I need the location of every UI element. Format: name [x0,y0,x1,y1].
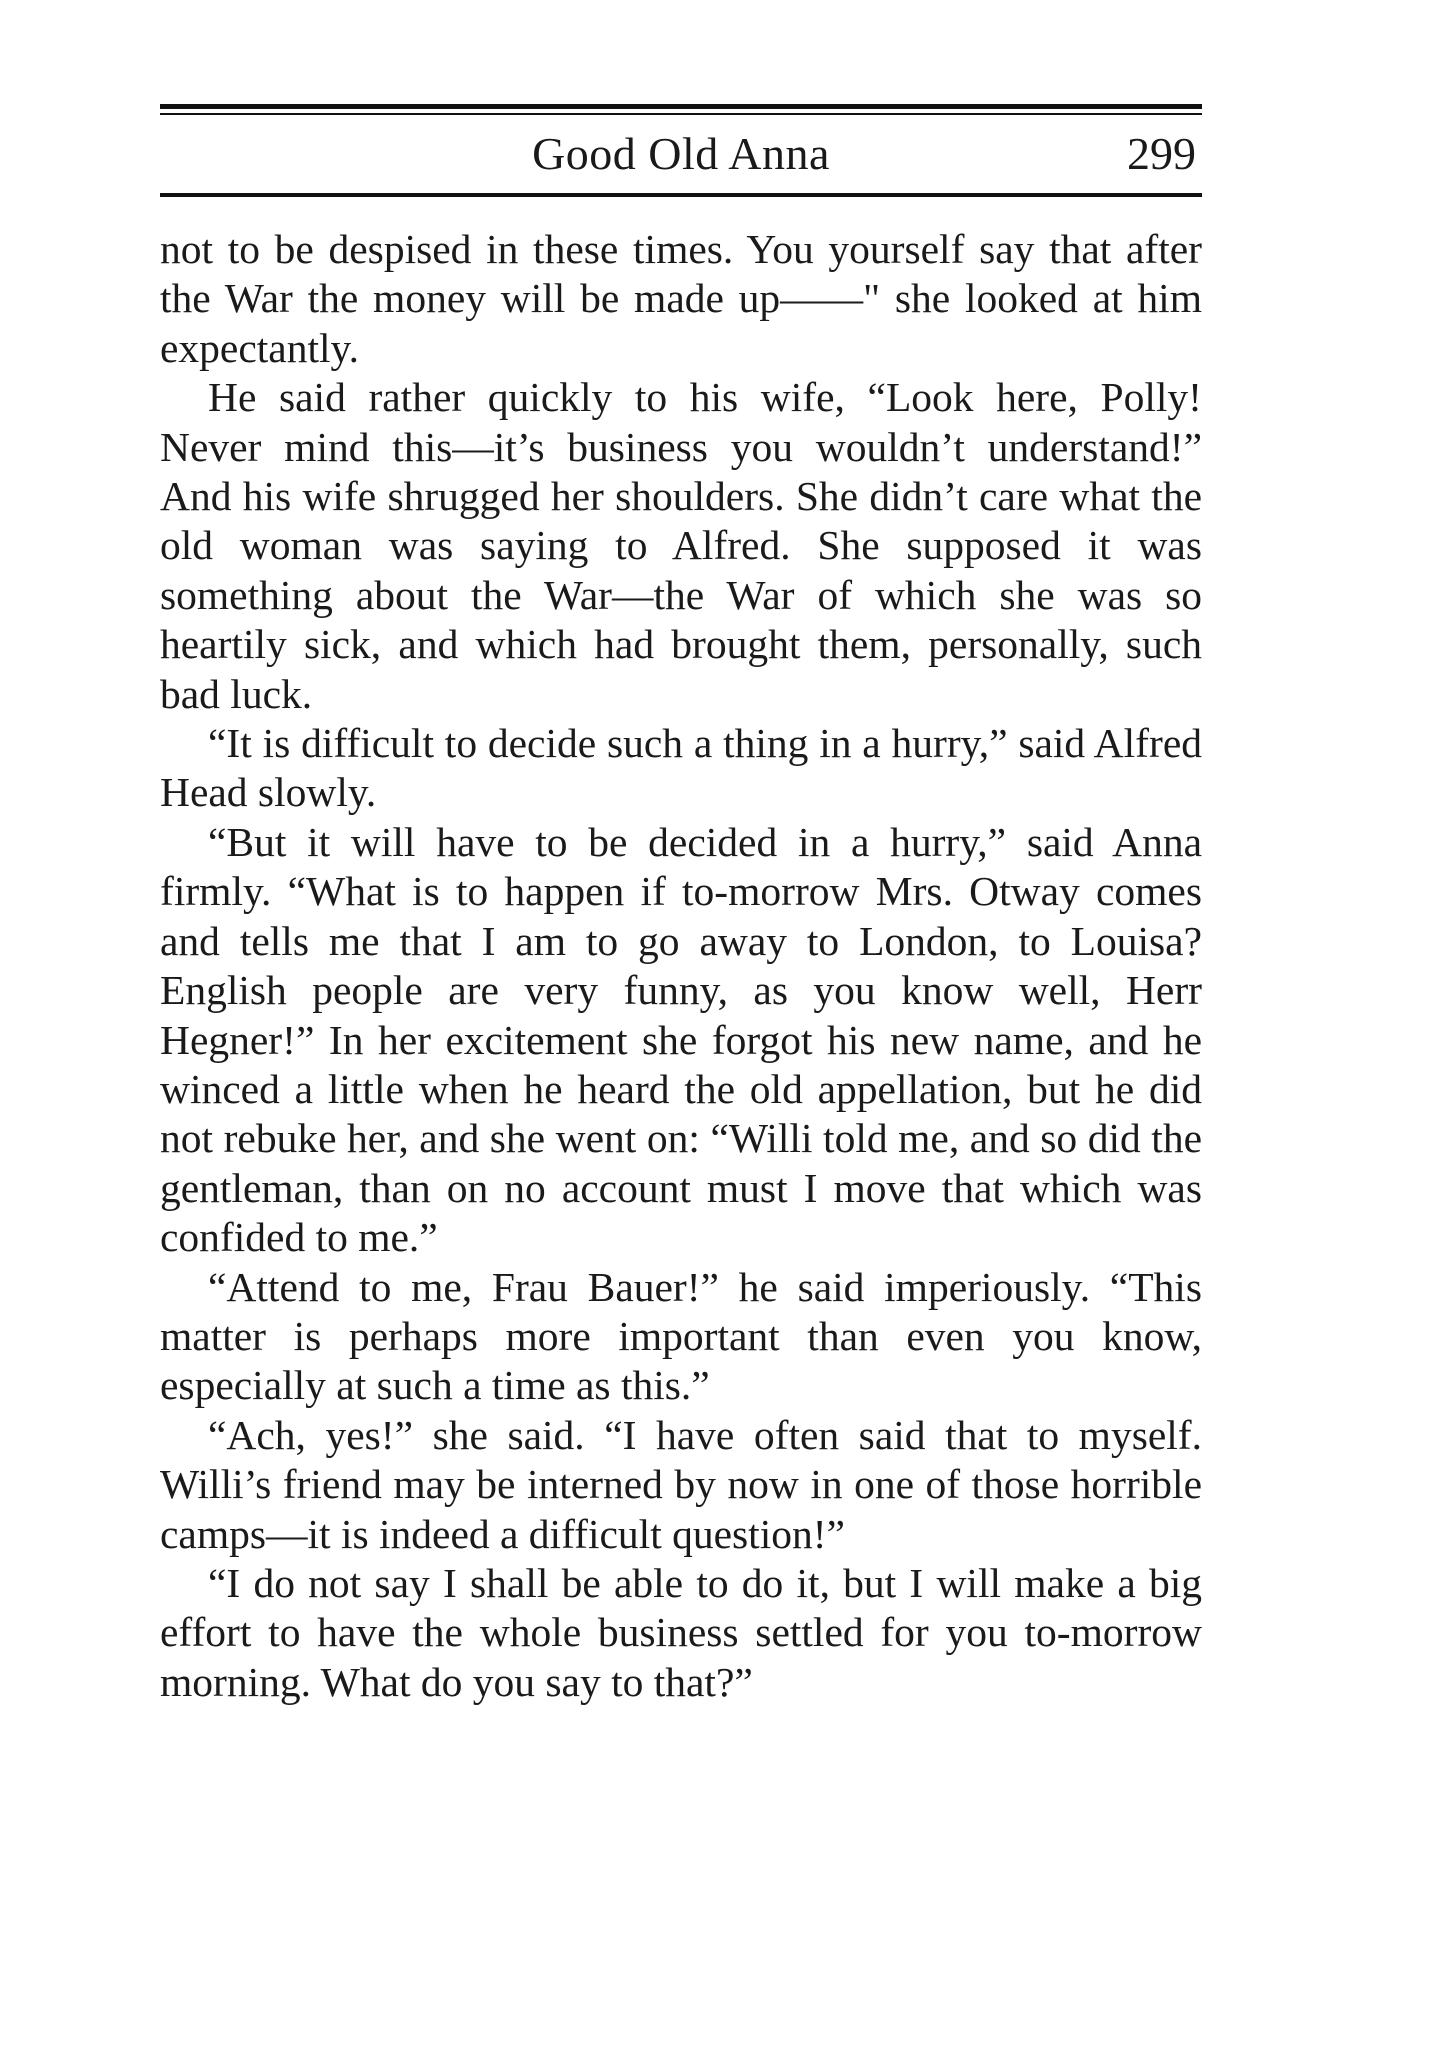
paragraph: “Ach, yes!” she said. “I have often said that to myself. Willi’s friend may be interned by now in one of those horrible camps—it is indeed a difficult question!” [160,1411,1202,1557]
paragraph: “It is difficult to decide such a thing in a hurry,” said Alfred Head slowly. [160,720,1202,816]
book-page [160,104,1202,1707]
header-rule-bottom [160,193,1202,197]
paragraph: not to be despised in these times. You yourself say that after the War the money will be made up——" she looked at him expectantly. [160,226,1202,371]
paragraph: “Attend to me, Frau Bauer!” he said imperiously. “This matter is perhaps more important than even you know, especially at such a time as this.” [160,1263,1202,1409]
page-number: 299 [1127,128,1196,179]
running-head [160,115,1202,193]
header-rule-top [160,104,1202,109]
paragraph: He said rather quickly to his wife, “Look here, Polly! Never mind this—it’s business you wouldn’t understand!” And his wife shrugged her shoulders. She didn’t care what the old woman was saying to Alfred. She supposed it was something about the War—the War of which she was so heartily sick, and which had brought them, personally, such bad luck. [160,374,1202,717]
paragraph: “But it will have to be decided in a hurry,” said Anna firmly. “What is to happen if to-morrow Mrs. Otway comes and tells me that I am to go away to London, to Louisa? English people are very funny, as you know well, Herr Hegner!” In her excitement she forgot his new name, and he winced a little when he heard the old appellation, but he did not rebuke her, and she went on: “Willi told me, and so did the gentleman, than on no account must I move that which was confided to me.” [160,818,1202,1261]
body-text [160,225,1202,1707]
running-title: Good Old Anna [532,128,830,179]
paragraph: “I do not say I shall be able to do it, but I will make a big effort to have the whole business settled for you to-morrow morning. What do you say to that?” [160,1559,1202,1705]
